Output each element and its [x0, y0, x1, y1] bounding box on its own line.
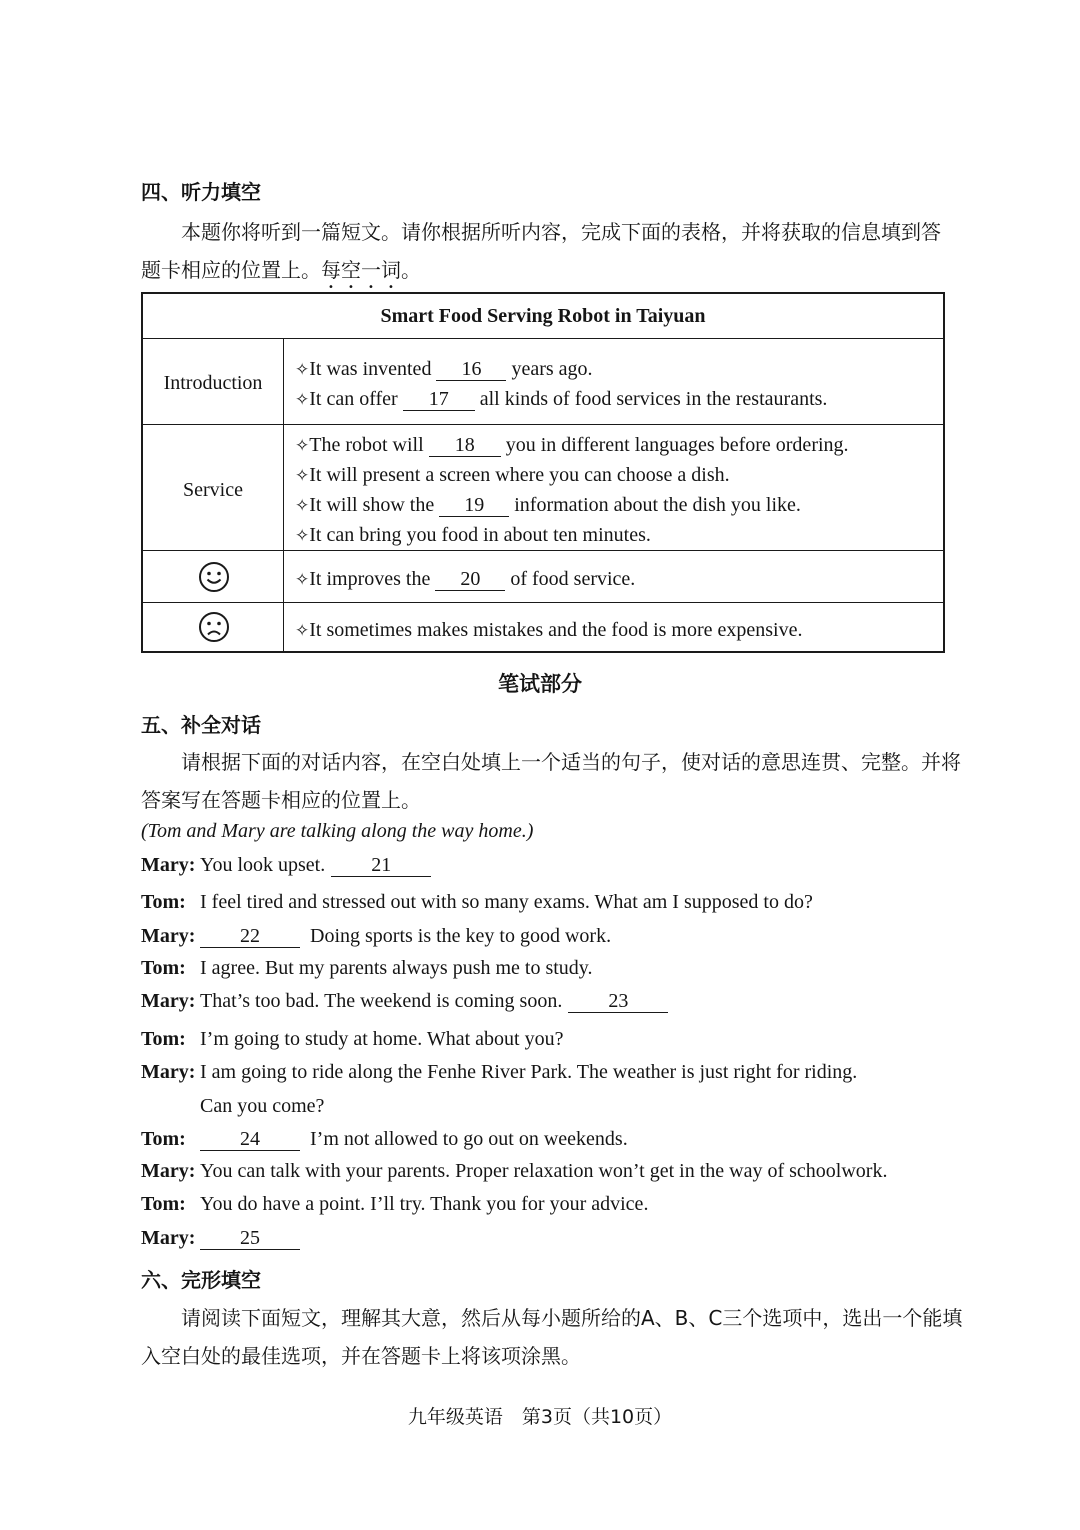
section6-instruction-line2: 入空白处的最佳选项，并在答题卡上将该项涂黑。 — [141, 1344, 581, 1368]
star-bullet-icon: ✧ — [295, 526, 310, 546]
row-label-service: Service — [183, 479, 243, 501]
blank-18: 18 — [429, 435, 501, 457]
bad-item — [295, 619, 802, 642]
dialogue-text: You can talk with your parents. Proper relaxation won’t get in the way of schoolwork. — [200, 1160, 888, 1182]
dialogue-line — [141, 1028, 563, 1051]
intro-item-1-text: It was invented — [309, 358, 432, 380]
service-item-1-text: The robot will — [309, 434, 424, 456]
dialogue-line — [141, 1227, 310, 1250]
written-part-heading: 笔试部分 — [498, 672, 582, 696]
speaker-label: Mary: — [141, 990, 196, 1012]
table-rule — [143, 602, 943, 603]
section4-instruction-line2 — [141, 254, 421, 293]
star-bullet-icon: ✧ — [295, 390, 310, 410]
section4-instruction-emphasis: 每空一词 — [321, 258, 401, 282]
dialogue-line — [141, 990, 674, 1013]
table-title: Smart Food Serving Robot in Taiyuan — [380, 305, 706, 327]
service-item-2 — [295, 464, 730, 487]
service-item-3 — [295, 494, 801, 517]
dialogue-line — [141, 891, 813, 914]
dialogue-line — [141, 1193, 648, 1216]
listening-table — [141, 292, 945, 653]
sad-face-icon — [198, 611, 230, 643]
blank-20: 20 — [435, 569, 505, 591]
speaker-label: Mary: — [141, 1061, 196, 1083]
section4-instruction-line2-b: 。 — [401, 258, 421, 282]
good-item — [295, 568, 635, 591]
dialogue-text: Can you come? — [200, 1095, 325, 1117]
dialogue-text: I feel tired and stressed out with so many exams. What am I supposed to do? — [200, 891, 813, 913]
dialogue-blank-24: 24 — [200, 1129, 300, 1151]
dialogue-text-after-blank: Doing sports is the key to good work. — [310, 925, 612, 947]
star-bullet-icon: ✧ — [295, 621, 310, 641]
star-bullet-icon: ✧ — [295, 496, 310, 516]
dialogue-blank-25: 25 — [200, 1228, 300, 1250]
speaker-label: Tom: — [141, 1028, 186, 1050]
table-column-rule — [283, 338, 284, 651]
dialogue-line — [141, 854, 437, 877]
section6-title: 六、完形填空 — [141, 1268, 261, 1292]
intro-item-1-tail: years ago. — [511, 358, 593, 380]
bad-item-text: It sometimes makes mistakes and the food is more expensive. — [309, 619, 803, 641]
dialogue-blank-21: 21 — [331, 855, 431, 877]
speaker-label: Mary: — [141, 854, 196, 876]
dialogue-text: You do have a point. I’ll try. Thank you for your advice. — [200, 1193, 649, 1215]
speaker-label: Tom: — [141, 1193, 186, 1215]
service-item-2-text: It will present a screen where you can choose a dish. — [309, 464, 730, 486]
intro-item-2-text: It can offer — [309, 388, 398, 410]
section6-instruction-line1: 请阅读下面短文，理解其大意，然后从每小题所给的A、B、C三个选项中，选出一个能填 — [181, 1306, 963, 1330]
dialogue-blank-23: 23 — [568, 991, 668, 1013]
speaker-label: Tom: — [141, 1128, 186, 1150]
service-item-1-tail: you in different languages before ordering. — [505, 434, 849, 456]
section4-instruction-line2-a: 题卡相应的位置上。 — [141, 258, 321, 282]
dialogue-line — [141, 1061, 857, 1084]
blank-16: 16 — [436, 359, 506, 381]
dialogue-text: I agree. But my parents always push me to study. — [200, 957, 593, 979]
table-rule — [143, 424, 943, 425]
table-rule — [143, 550, 943, 551]
star-bullet-icon: ✧ — [295, 360, 310, 380]
speaker-label: Mary: — [141, 1160, 196, 1182]
dialogue-text-after-blank: I’m not allowed to go out on weekends. — [310, 1128, 628, 1150]
service-item-3-text: It will show the — [309, 494, 435, 516]
service-item-1 — [295, 434, 849, 457]
dialogue-text: That’s too bad. The weekend is coming soon. — [200, 990, 563, 1012]
intro-item-1 — [295, 358, 593, 381]
dialogue-line — [141, 1160, 887, 1183]
dialogue-text: I’m going to study at home. What about you? — [200, 1028, 564, 1050]
row-label-introduction: Introduction — [163, 372, 263, 394]
intro-item-2-tail: all kinds of food services in the restaurants. — [479, 388, 828, 410]
star-bullet-icon: ✧ — [295, 466, 310, 486]
section5-instruction-line1: 请根据下面的对话内容，在空白处填上一个适当的句子，使对话的意思连贯、完整。并将 — [181, 750, 961, 774]
dialogue-blank-22: 22 — [200, 926, 300, 948]
section4-title: 四、听力填空 — [141, 180, 261, 204]
service-item-3-tail: information about the dish you like. — [514, 494, 801, 516]
speaker-label: Tom: — [141, 891, 186, 913]
intro-item-2 — [295, 388, 827, 411]
dialogue-context: (Tom and Mary are talking along the way home.) — [141, 820, 534, 842]
section4-instruction-line1: 本题你将听到一篇短文。请你根据所听内容，完成下面的表格，并将获取的信息填到答 — [181, 220, 941, 244]
speaker-label: Tom: — [141, 957, 186, 979]
dialogue-text: I am going to ride along the Fenhe River Park. The weather is just right for riding. — [200, 1061, 858, 1083]
dialogue-line — [141, 1128, 628, 1151]
dialogue-text: You look upset. — [200, 854, 326, 876]
good-item-tail: of food service. — [510, 568, 636, 590]
dialogue-line — [141, 1095, 324, 1118]
star-bullet-icon: ✧ — [295, 436, 310, 456]
table-rule — [143, 338, 943, 339]
section5-title: 五、补全对话 — [141, 713, 261, 737]
service-item-4-text: It can bring you food in about ten minutes. — [309, 524, 651, 546]
smiley-face-icon — [198, 561, 230, 593]
blank-17: 17 — [403, 389, 475, 411]
service-item-4 — [295, 524, 651, 547]
star-bullet-icon: ✧ — [295, 570, 310, 590]
page-footer: 九年级英语 第3页（共10页） — [407, 1406, 673, 1428]
dialogue-line — [141, 925, 611, 948]
good-item-text: It improves the — [309, 568, 431, 590]
section5-instruction-line2: 答案写在答题卡相应的位置上。 — [141, 788, 421, 812]
blank-19: 19 — [439, 495, 509, 517]
speaker-label: Mary: — [141, 925, 196, 947]
dialogue-line — [141, 957, 593, 980]
speaker-label: Mary: — [141, 1227, 196, 1249]
